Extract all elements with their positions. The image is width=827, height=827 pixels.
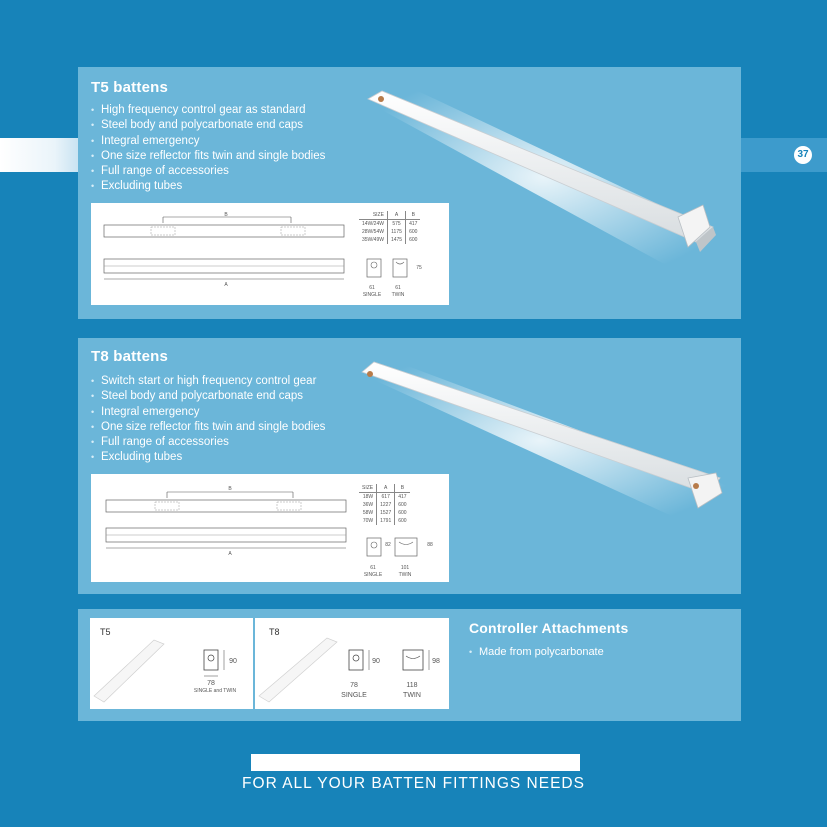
single-caption: SINGLE <box>363 572 383 578</box>
table-cell: 600 <box>398 510 407 516</box>
table-header: A <box>377 484 395 493</box>
table-row <box>359 493 410 502</box>
single-caption: SINGLE <box>362 292 382 298</box>
table-cell: 70W <box>359 517 377 525</box>
table-header: SIZE <box>359 484 377 493</box>
t5-dimension-drawing <box>91 203 449 305</box>
table-cell: 1175 <box>387 228 405 236</box>
t8-twin-height-dim: 98 <box>432 658 440 665</box>
feature-item: • One size reflector fits twin and single bodies <box>91 420 325 435</box>
t5-size-table <box>359 211 420 244</box>
twin-caption: TWIN <box>398 572 412 578</box>
t8-feature-list <box>91 374 325 466</box>
t5-controller-drawing <box>90 618 253 709</box>
feature-item: • Excluding tubes <box>91 179 325 194</box>
table-cell: 18W <box>359 493 377 502</box>
t8-title: T8 battens <box>91 348 169 365</box>
table-cell: 58W <box>359 509 377 517</box>
table-cell: 417 <box>409 221 418 227</box>
table-cell: 600 <box>409 229 418 235</box>
page-number: 37 <box>794 146 812 164</box>
t8-single-height-dim: 90 <box>372 658 380 665</box>
single-width-dim: 61 <box>369 285 375 291</box>
t5-label: T5 <box>100 627 111 637</box>
table-row <box>359 501 410 509</box>
t8-single-caption: SINGLE <box>341 692 367 699</box>
table-cell: 35W/49W <box>359 236 387 244</box>
t5-controller-sketch <box>92 632 252 708</box>
t5-end-section <box>361 255 421 285</box>
t8-end-section <box>361 534 431 564</box>
single-width-dim: 61 <box>370 565 376 571</box>
left-page-tab <box>0 138 78 172</box>
table-cell: 575 <box>387 220 405 229</box>
controller-title: Controller Attachments <box>469 620 629 636</box>
t8-label: T8 <box>269 627 280 637</box>
feature-item: • High frequency control gear as standard <box>91 103 325 118</box>
dim-label-b: B <box>224 212 228 218</box>
t5-title: T5 battens <box>91 79 169 96</box>
table-cell: 36W <box>359 501 377 509</box>
feature-item: • Integral emergency <box>91 134 325 149</box>
table-cell: 1791 <box>377 517 395 525</box>
feature-item: • Full range of accessories <box>91 164 325 179</box>
t8-dimension-drawing <box>91 474 449 582</box>
footer-bar <box>251 754 580 771</box>
table-header: B <box>395 484 410 493</box>
t5-feature-list <box>91 103 325 195</box>
table-cell: 617 <box>377 493 395 502</box>
feature-item: • One size reflector fits twin and single bodies <box>91 149 325 164</box>
table-cell: 417 <box>398 494 407 500</box>
twin-width-dim: 61 <box>395 285 401 291</box>
controller-feature-list <box>469 645 604 660</box>
twin-height-dim: 88 <box>427 542 433 548</box>
table-cell: 28W/54W <box>359 228 387 236</box>
footer-tagline: FOR ALL YOUR BATTEN FITTINGS NEEDS <box>242 775 585 792</box>
feature-item: • Steel body and polycarbonate end caps <box>91 118 325 133</box>
t8-controller-drawing <box>255 618 449 709</box>
t8-size-table <box>359 484 410 525</box>
right-page-tab <box>741 138 827 172</box>
twin-caption: TWIN <box>391 292 405 298</box>
table-row <box>359 220 420 229</box>
feature-item: • Integral emergency <box>91 405 325 420</box>
t5-panel <box>78 67 741 319</box>
table-cell: 600 <box>409 237 418 243</box>
single-height-dim: 82 <box>385 542 391 548</box>
table-row <box>359 228 420 236</box>
t5-caption: SINGLE and TWIN <box>193 688 237 694</box>
t8-panel <box>78 338 741 594</box>
table-header: SIZE <box>359 211 387 220</box>
dim-label-b: B <box>228 486 232 492</box>
dim-label-a: A <box>224 282 228 288</box>
dim-label-a: A <box>228 551 232 557</box>
table-cell: 1227 <box>377 501 395 509</box>
feature-item: • Switch start or high frequency control gear <box>91 374 325 389</box>
table-row <box>359 236 420 244</box>
t8-twin-width-dim: 118 <box>406 682 418 689</box>
table-header: A <box>387 211 405 220</box>
table-header: B <box>406 211 421 220</box>
t8-twin-caption: TWIN <box>403 692 421 699</box>
feature-item: • Full range of accessories <box>91 435 325 450</box>
feature-item: • Steel body and polycarbonate end caps <box>91 389 325 404</box>
table-cell: 1527 <box>377 509 395 517</box>
controller-panel <box>78 609 741 721</box>
table-cell: 600 <box>398 502 407 508</box>
table-cell: 600 <box>398 518 407 524</box>
t5-width-dim: 78 <box>207 680 215 687</box>
t8-single-width-dim: 78 <box>350 682 358 689</box>
height-dim: 75 <box>416 265 422 271</box>
feature-item: • Excluding tubes <box>91 450 325 465</box>
twin-width-dim: 101 <box>400 565 410 571</box>
t5-height-dim: 90 <box>229 658 237 665</box>
table-row <box>359 517 410 525</box>
feature-item: • Made from polycarbonate <box>469 645 604 660</box>
table-row <box>359 509 410 517</box>
table-cell: 14W/24W <box>359 220 387 229</box>
table-cell: 1475 <box>387 236 405 244</box>
